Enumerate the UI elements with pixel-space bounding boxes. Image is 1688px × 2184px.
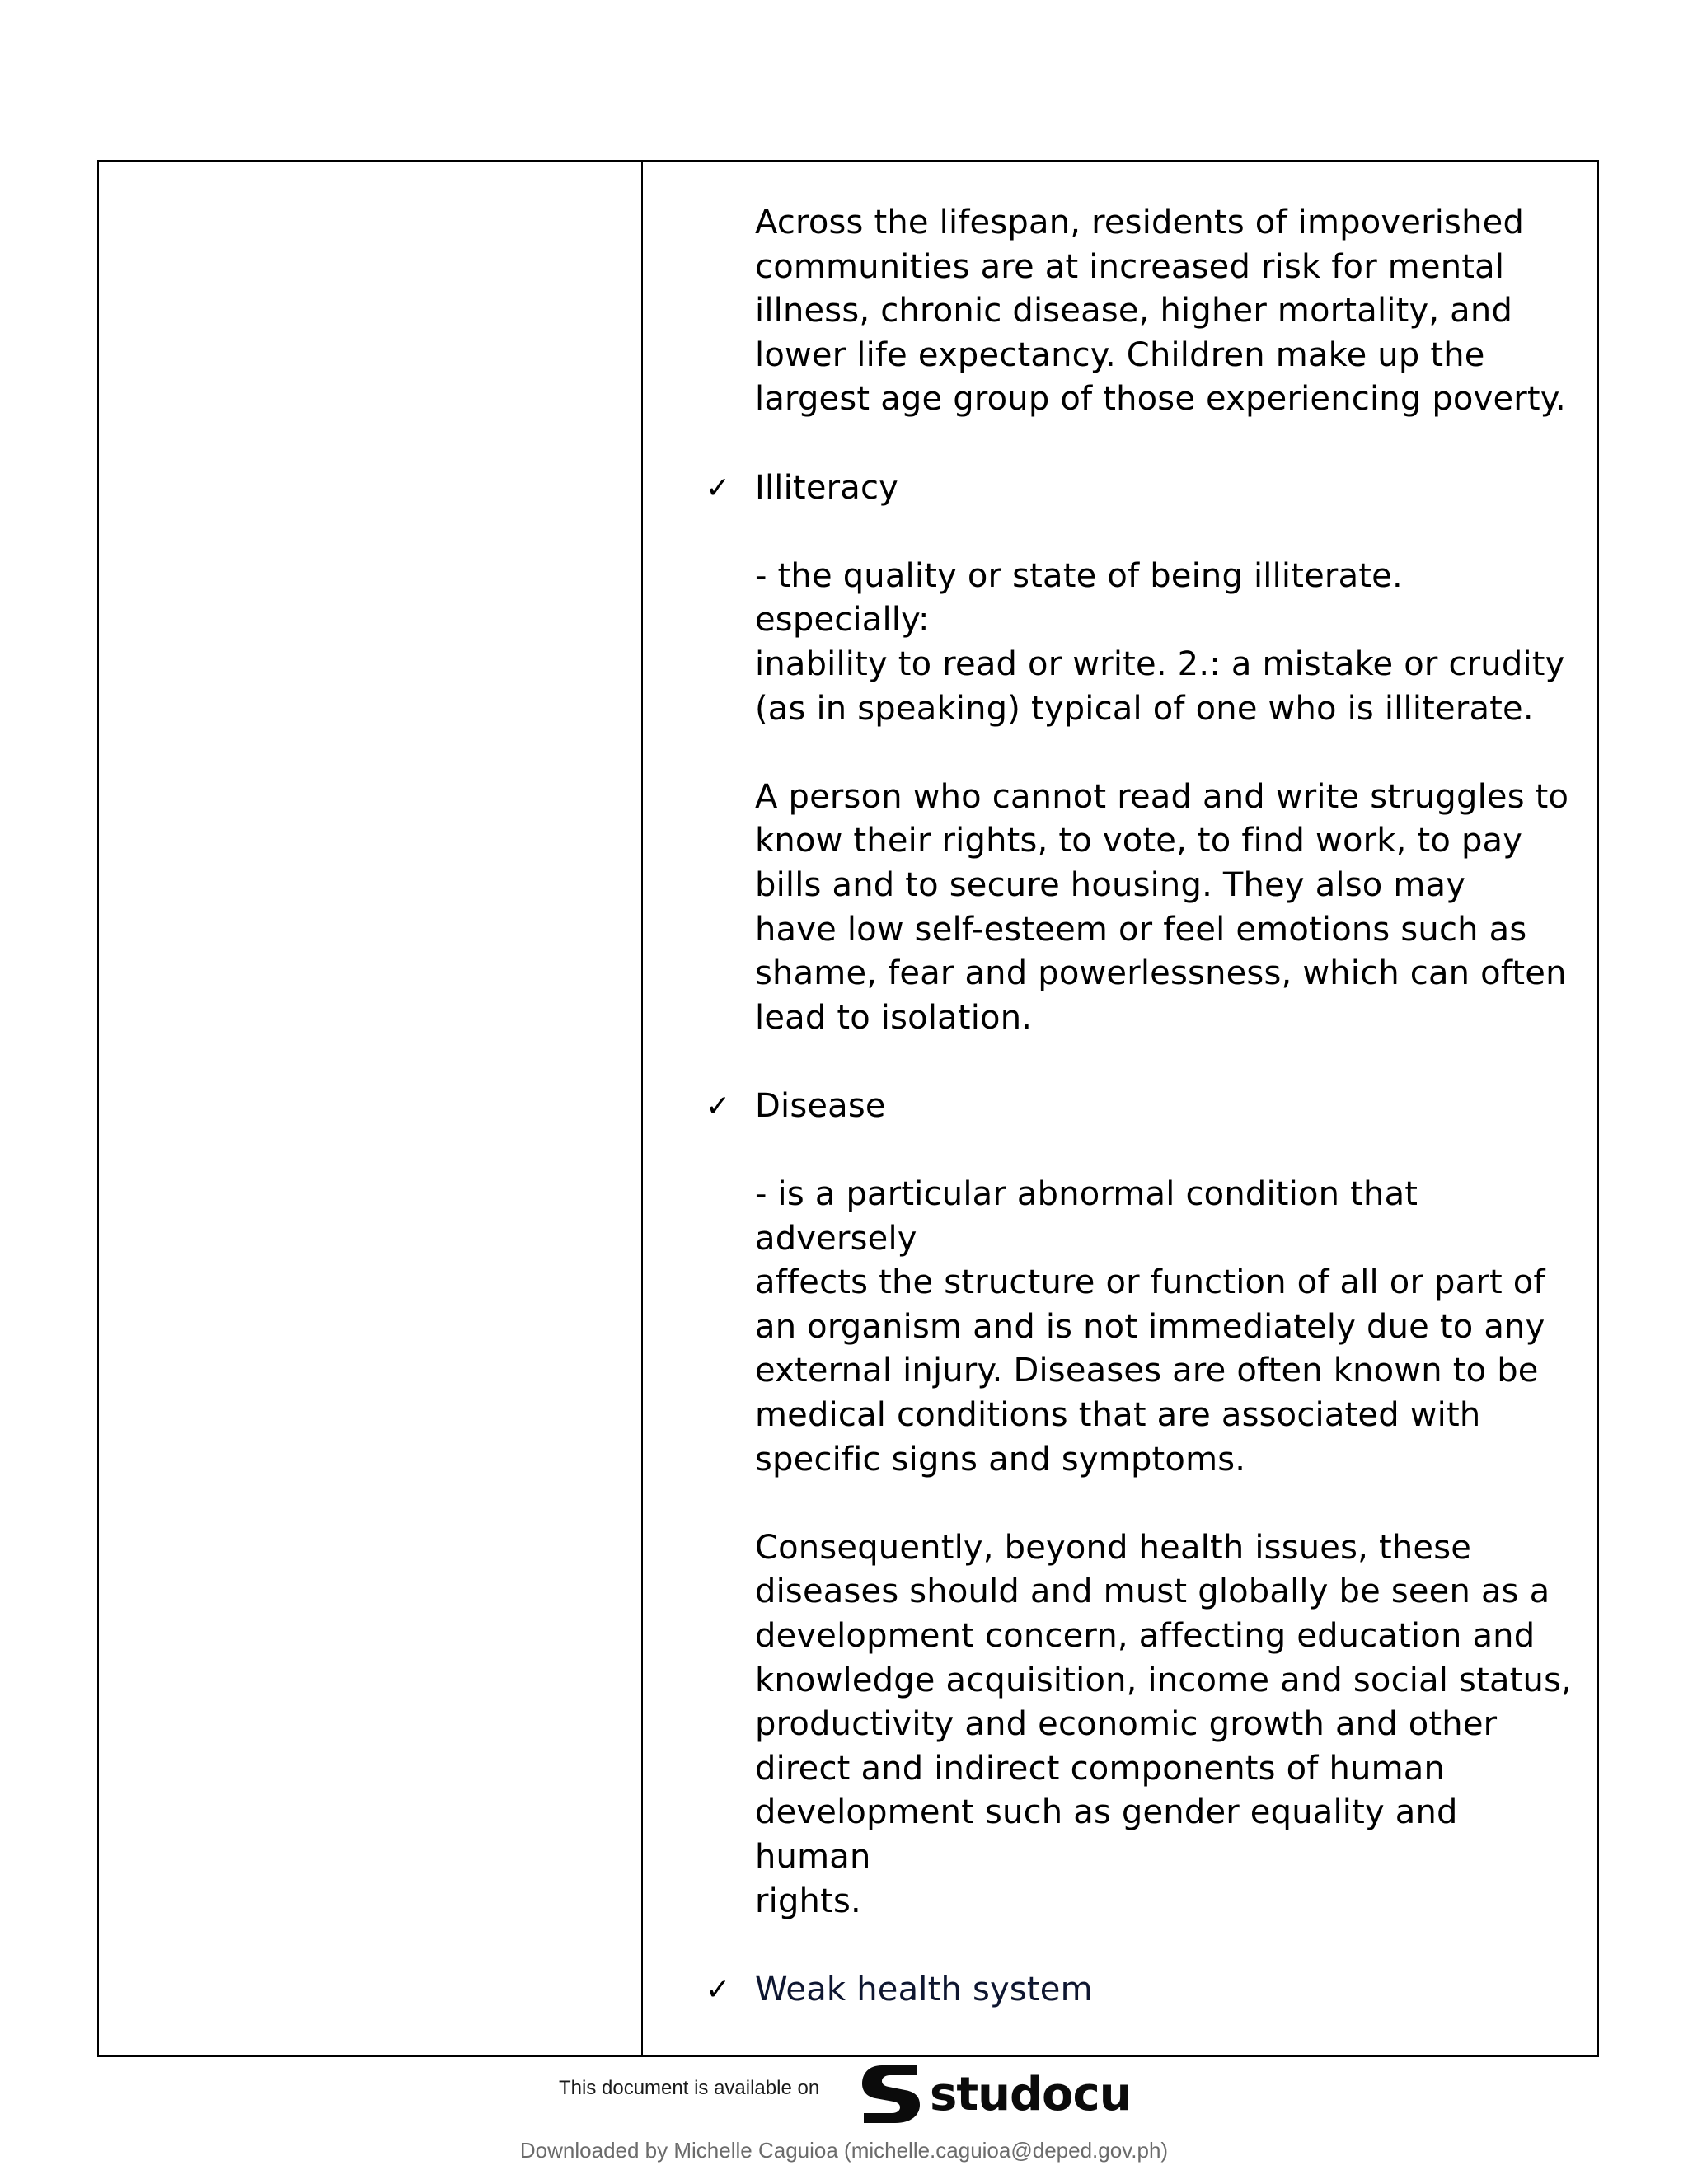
studocu-brand-link[interactable] [857, 2062, 1132, 2126]
illiteracy-item [706, 466, 1579, 511]
checkmark-icon: ✓ [706, 471, 731, 505]
available-on-text: This document is available on [559, 2077, 820, 2099]
downloaded-by-text: Downloaded by Michelle Caguioa (michelle.caguioa@deped.gov.ph) [519, 2138, 1169, 2163]
illiteracy-definition: - the quality or state of being illiterate. especially: inability to read or write. 2.: a mistake or crudity (as in speaking) typical of one who is illiterate. [755, 556, 1565, 728]
intro-paragraph: Across the lifespan, residents of impoverished communities are at increased risk for mental illness, chronic disease, higher mortality, and lower life expectancy. Children make up the largest age group of those experiencing poverty. [755, 204, 1566, 419]
left-table-cell [99, 162, 643, 2055]
illiteracy-paragraph: A person who cannot read and write struggles to know their rights, to vote, to find work, to pay bills and to secure housing. They also may have low self-esteem or feel emotions such as shame, fear and powerlessness, which can often lead to isolation. [755, 777, 1569, 1037]
disease-definition: - is a particular abnormal condition that adversely affects the structure or function of all or part of an organism and is not immediately due to any external injury. Diseases are often known to be medical conditions that are associated with specific signs and symptoms. [755, 1175, 1545, 1479]
document-table [97, 160, 1599, 2057]
checkmark-icon: ✓ [706, 1089, 731, 1123]
page-footer [0, 2057, 1688, 2184]
disease-item [706, 1085, 1579, 1129]
weak-health-system-item [706, 1968, 1579, 2013]
disease-paragraph: Consequently, beyond health issues, these diseases should and must globally be seen as a development concern, affecting education and knowledge acquisition, income and social status, productivity and economic growth and other direct and indirect components of human development such as gender equality and human rights. [755, 1528, 1573, 1920]
weak-health-system-heading: Weak health system [755, 1970, 1093, 2008]
illiteracy-heading: Illiteracy [755, 468, 899, 507]
cell-content [706, 201, 1579, 2055]
disease-heading: Disease [755, 1086, 886, 1125]
right-table-cell [643, 162, 1597, 2055]
studocu-logo-icon [857, 2062, 925, 2126]
checkmark-icon: ✓ [706, 1972, 731, 2007]
studocu-wordmark: studocu [930, 2067, 1132, 2121]
